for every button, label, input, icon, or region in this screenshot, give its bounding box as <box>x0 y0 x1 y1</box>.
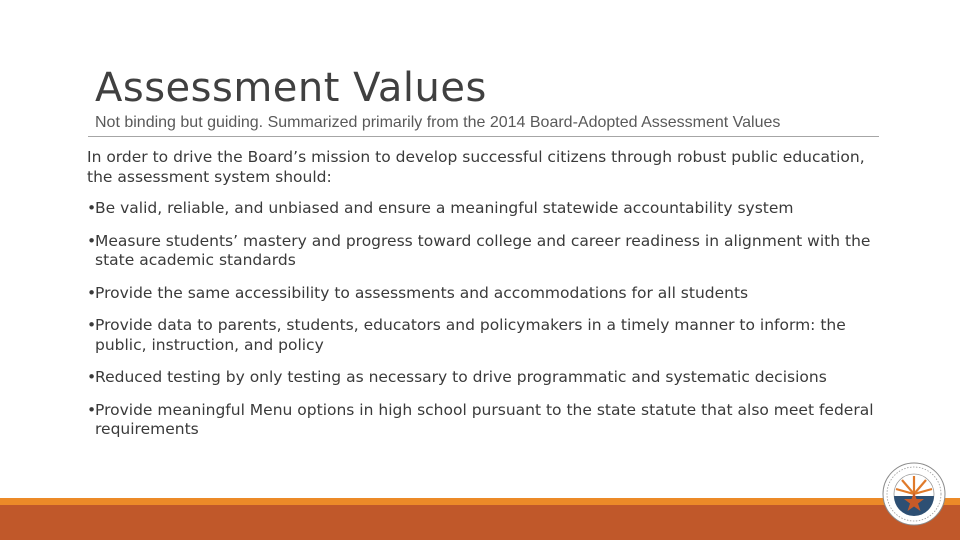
bullet-text: Be valid, reliable, and unbiased and ensure a meaningful statewide accountability system <box>95 199 794 217</box>
bullet-marker: • <box>87 400 97 419</box>
bullet-marker: • <box>87 199 97 217</box>
bullet-text: Provide data to parents, students, educators and policymakers in a timely manner to inform: the public, instruction, and policy <box>95 316 846 354</box>
slide-subtitle: Not binding but guiding. Summarized primarily from the 2014 Board-Adopted Assessment Values <box>95 114 781 131</box>
list-item <box>87 199 887 219</box>
intro-paragraph: In order to drive the Board’s mission to develop successful citizens through robust public education, the assessment system should: <box>87 148 865 186</box>
list-item <box>87 316 887 355</box>
bullet-marker: • <box>87 231 97 250</box>
list-item <box>87 368 887 388</box>
bullet-text: Provide the same accessibility to assessments and accommodations for all students <box>95 283 749 302</box>
bullet-list <box>87 199 887 440</box>
bullet-text: Measure students’ mastery and progress toward college and career readiness in alignment with the state academic standards <box>95 231 871 269</box>
bullet-marker: • <box>87 283 97 302</box>
bullet-marker: • <box>87 368 97 386</box>
footer-bar <box>0 505 960 540</box>
slide-title: Assessment Values <box>95 65 487 111</box>
list-item <box>87 284 887 304</box>
bullet-marker: • <box>87 316 97 334</box>
title-divider <box>88 136 879 137</box>
bullet-text: Reduced testing by only testing as necessary to drive programmatic and systematic decisions <box>95 368 827 386</box>
list-item <box>87 232 887 271</box>
bullet-text: Provide meaningful Menu options in high school pursuant to the state statute that also meet federal requirements <box>95 400 874 438</box>
footer-accent-stripe <box>0 498 960 505</box>
list-item <box>87 401 887 440</box>
slide-body <box>87 148 887 453</box>
state-board-seal-icon <box>882 462 946 526</box>
